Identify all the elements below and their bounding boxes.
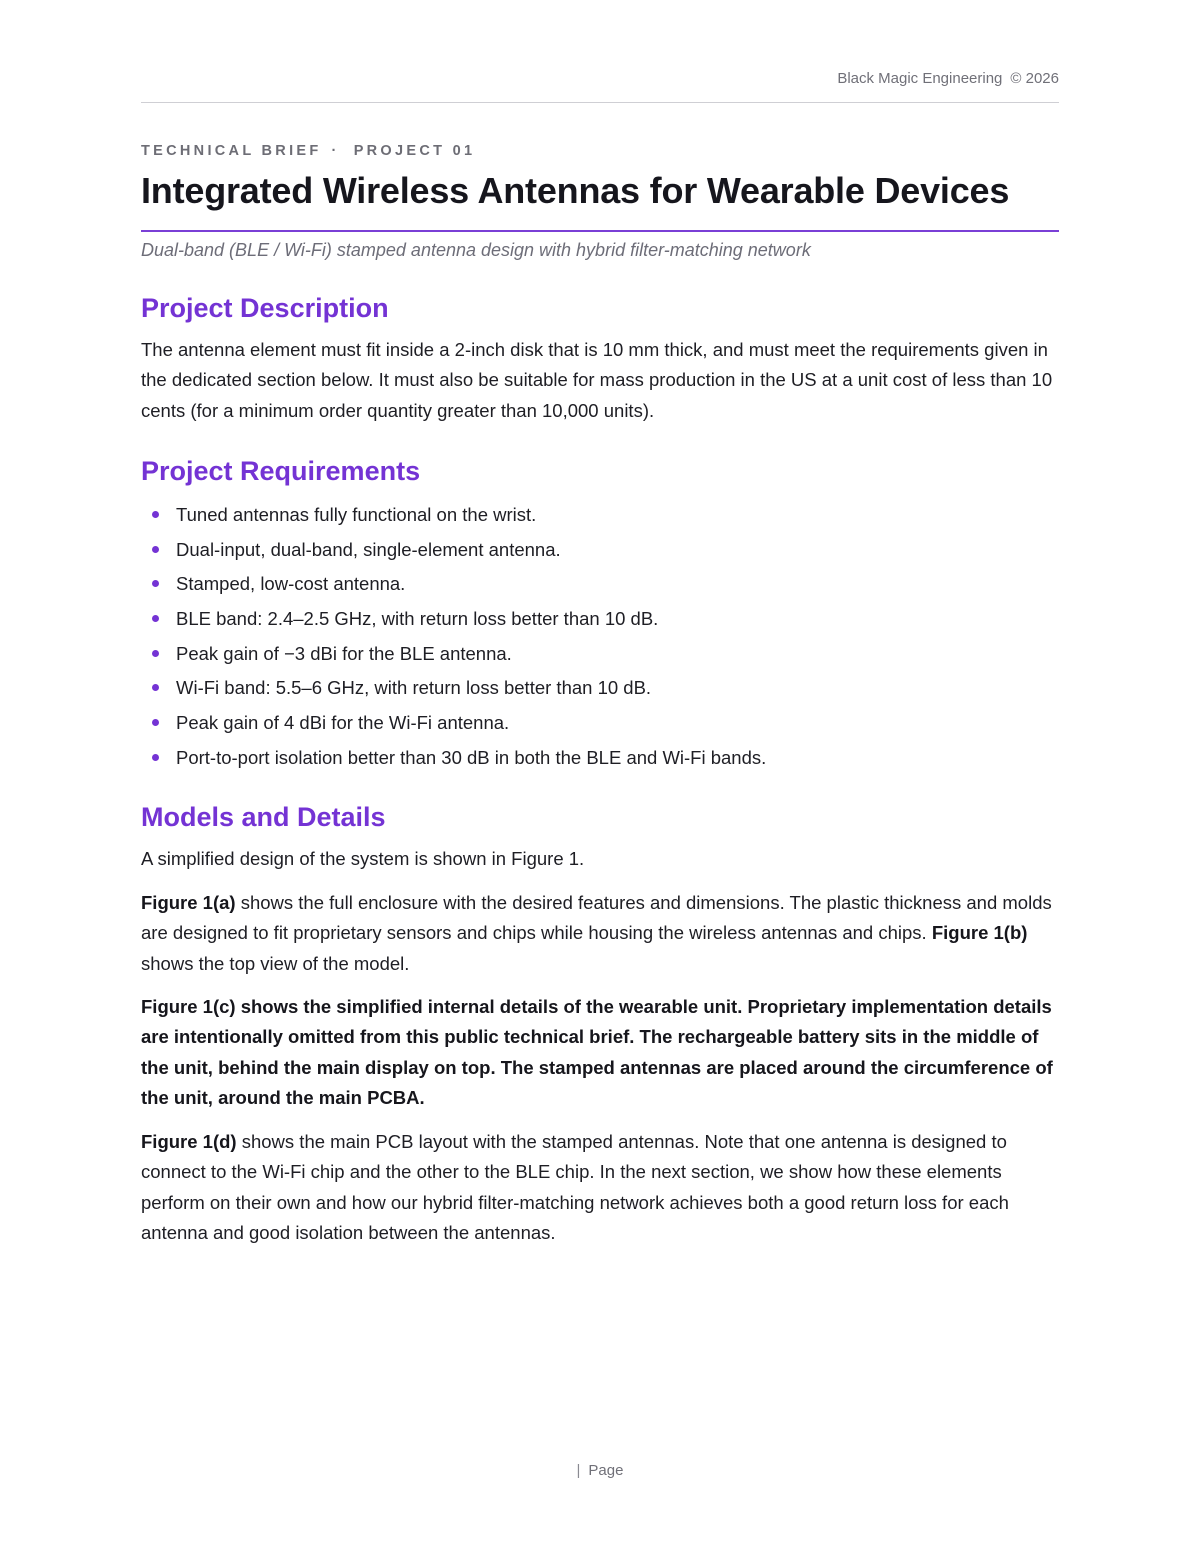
header-copyright: © 2026 [1010, 70, 1059, 87]
requirement-item [141, 639, 766, 674]
bullet-icon [152, 719, 159, 726]
bullet-icon [152, 754, 159, 761]
eyebrow-project: PROJECT 01 [353, 143, 476, 159]
title-divider [141, 230, 1059, 232]
eyebrow [141, 143, 475, 159]
page-subtitle: Dual-band (BLE / Wi-Fi) stamped antenna design with hybrid filter-matching network [141, 240, 811, 260]
figure-1b-label: Figure 1(b) [931, 922, 1028, 944]
requirement-text: Port-to-port isolation better than 30 dB in both the BLE and Wi-Fi bands. [176, 746, 767, 768]
requirement-item [141, 673, 766, 708]
footer-page-label: Page [588, 1462, 624, 1479]
document-page [141, 0, 1059, 1553]
page-footer [141, 1462, 1059, 1479]
eyebrow-doc-type: TECHNICAL BRIEF [141, 143, 322, 159]
running-header [837, 70, 1059, 87]
requirement-text: Dual-input, dual-band, single-element antenna. [176, 538, 561, 560]
requirement-text: BLE band: 2.4–2.5 GHz, with return loss better than 10 dB. [176, 608, 659, 630]
header-divider [141, 102, 1059, 103]
footer-separator: | [576, 1462, 581, 1479]
section-heading-description: Project Description [141, 293, 389, 323]
requirement-item [141, 535, 766, 570]
figure-1b-text: shows the top view of the model. [141, 952, 410, 974]
figure-1ab-paragraph [141, 888, 1061, 979]
requirements-list [141, 500, 766, 778]
section-heading-models: Models and Details [141, 802, 386, 832]
section-heading-requirements: Project Requirements [141, 456, 421, 486]
requirement-text: Tuned antennas fully functional on the wrist. [176, 504, 537, 525]
requirement-item [141, 743, 766, 778]
requirement-text: Stamped, low-cost antenna. [176, 573, 406, 595]
bullet-icon [152, 615, 159, 622]
header-org: Black Magic Engineering [837, 70, 1003, 87]
models-intro-paragraph: A simplified design of the system is shown in Figure 1. [141, 848, 585, 869]
requirement-item [141, 569, 766, 604]
requirement-text: Wi-Fi band: 5.5–6 GHz, with return loss better than 10 dB. [176, 677, 652, 699]
bullet-icon [152, 684, 159, 691]
requirement-text: Peak gain of −3 dBi for the BLE antenna. [176, 642, 512, 664]
bullet-icon [152, 511, 159, 518]
bullet-icon [152, 650, 159, 657]
bullet-icon [152, 546, 159, 553]
figure-1c-paragraph: Figure 1(c) shows the simplified internal details of the wearable unit. Proprietary implementation details are intentionally omitted from this public technical brief. The rechargeable battery sits in the middle of the unit, behind the main display on top. The stamped antennas are placed around the circumference of the unit, around the main PCBA. [141, 996, 1053, 1108]
eyebrow-separator: · [331, 143, 340, 159]
page-title: Integrated Wireless Antennas for Wearable Devices [141, 170, 1010, 211]
figure-1a-text: shows the full enclosure with the desired features and dimensions. The plastic thickness and molds are designed to fit proprietary sensors and chips while housing the wireless antennas and chips. [141, 892, 1052, 944]
requirement-item [141, 604, 766, 639]
figure-1a-label: Figure 1(a) [141, 892, 236, 913]
figure-1d-label: Figure 1(d) [141, 1131, 237, 1152]
requirement-item [141, 500, 766, 535]
requirement-text: Peak gain of 4 dBi for the Wi-Fi antenna. [176, 712, 510, 734]
requirement-item [141, 708, 766, 743]
figure-1d-text: shows the main PCB layout with the stamped antennas. Note that one antenna is designed to connect to the Wi-Fi chip and the other to the BLE chip. In the next section, we show how these elements perform on their own and how our hybrid filter-matching network achieves both a good return loss for each antenna and good isolation between the antennas. [141, 1131, 1009, 1243]
figure-1d-paragraph [141, 1127, 1061, 1248]
description-paragraph: The antenna element must fit inside a 2-inch disk that is 10 mm thick, and must meet the requirements given in the dedicated section below. It must also be suitable for mass production in the US at a unit cost of less than 10 cents (for a minimum order quantity greater than 10,000 units). [141, 339, 1053, 421]
bullet-icon [152, 580, 159, 587]
